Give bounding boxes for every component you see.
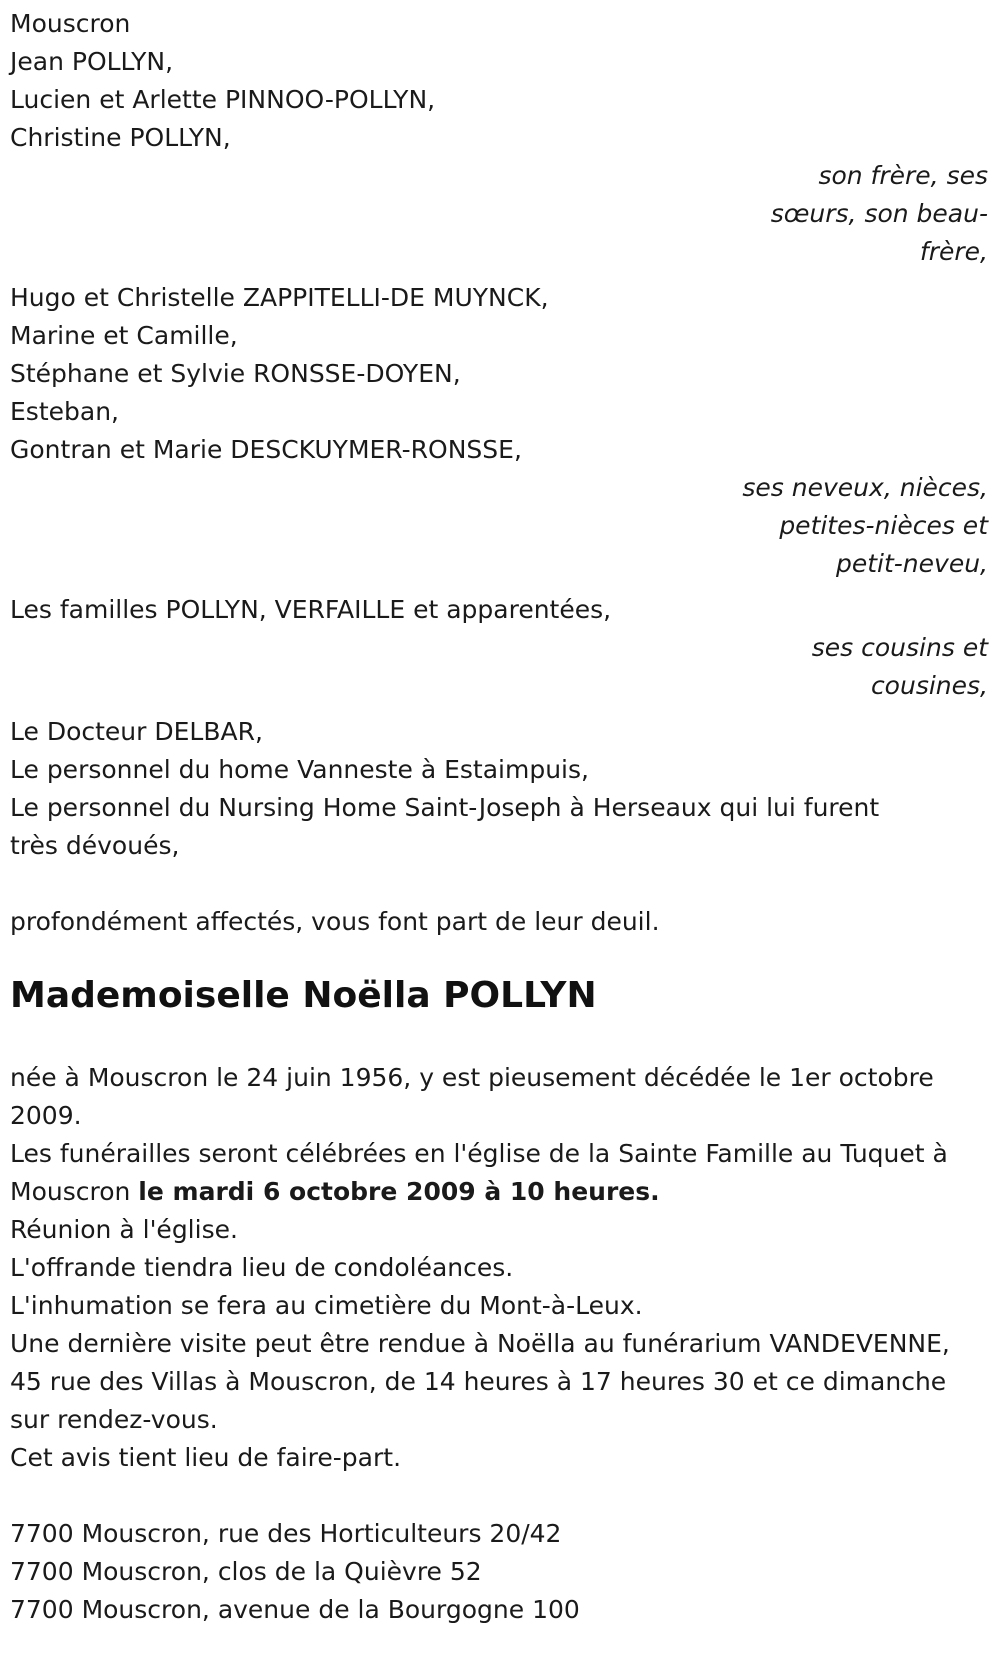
offering-line: L'offrande tiendra lieu de condoléances. (10, 1253, 514, 1282)
deceased-name: Mademoiselle Noëlla POLLYN (10, 975, 597, 1016)
meeting-line: Réunion à l'église. (10, 1215, 238, 1244)
thanks-line: Le personnel du home Vanneste à Estaimpuis, (10, 755, 589, 784)
family-member: Lucien et Arlette PINNOO-POLLYN, (10, 85, 436, 114)
family-member: Les familles POLLYN, VERFAILLE et apparentées, (10, 595, 612, 624)
announcement-closing: profondément affectés, vous font part de leur deuil. (10, 907, 660, 936)
thanks-line: Le Docteur DELBAR, (10, 717, 263, 746)
family-member: Marine et Camille, (10, 321, 238, 350)
address-line: 7700 Mouscron, clos de la Quièvre 52 (10, 1557, 482, 1586)
visit-line: Une dernière visite peut être rendue à Noëlla au funérarium VANDEVENNE, 45 rue des Villas à Mouscron, de 14 heures à 17 heures 30 et ce dimanche sur rendez-vous. (10, 1329, 950, 1434)
relation-nephews: ses neveux, nièces, petites-nièces et petit-neveu, (742, 473, 988, 578)
funeral-date: le mardi 6 octobre 2009 à 10 heures. (138, 1177, 660, 1206)
notice-line: Cet avis tient lieu de faire-part. (10, 1443, 402, 1472)
relation-siblings: son frère, ses sœurs, son beau-frère, (770, 161, 988, 266)
family-member: Gontran et Marie DESCKUYMER-RONSSE, (10, 435, 522, 464)
family-member: Stéphane et Sylvie RONSSE-DOYEN, (10, 359, 461, 388)
family-member: Christine POLLYN, (10, 123, 231, 152)
address-line: 7700 Mouscron, avenue de la Bourgogne 100 (10, 1595, 580, 1624)
family-member: Jean POLLYN, (10, 47, 174, 76)
family-member: Esteban, (10, 397, 119, 426)
city-line: Mouscron (10, 9, 131, 38)
burial-line: L'inhumation se fera au cimetière du Mont-à-Leux. (10, 1291, 643, 1320)
funeral-line (10, 1135, 950, 1211)
family-member: Hugo et Christelle ZAPPITELLI-DE MUYNCK, (10, 283, 549, 312)
relation-cousins: ses cousins et cousines, (811, 633, 988, 700)
thanks-line: Le personnel du Nursing Home Saint-Joseph à Herseaux qui lui furent très dévoués, (10, 793, 880, 860)
funeral-text: Les funérailles seront célébrées en l'église de la Sainte Famille au Tuquet à Mouscron (10, 1139, 948, 1206)
birth-death-line: née à Mouscron le 24 juin 1956, y est pieusement décédée le 1er octobre 2009. (10, 1063, 934, 1130)
address-line: 7700 Mouscron, rue des Horticulteurs 20/42 (10, 1519, 562, 1548)
